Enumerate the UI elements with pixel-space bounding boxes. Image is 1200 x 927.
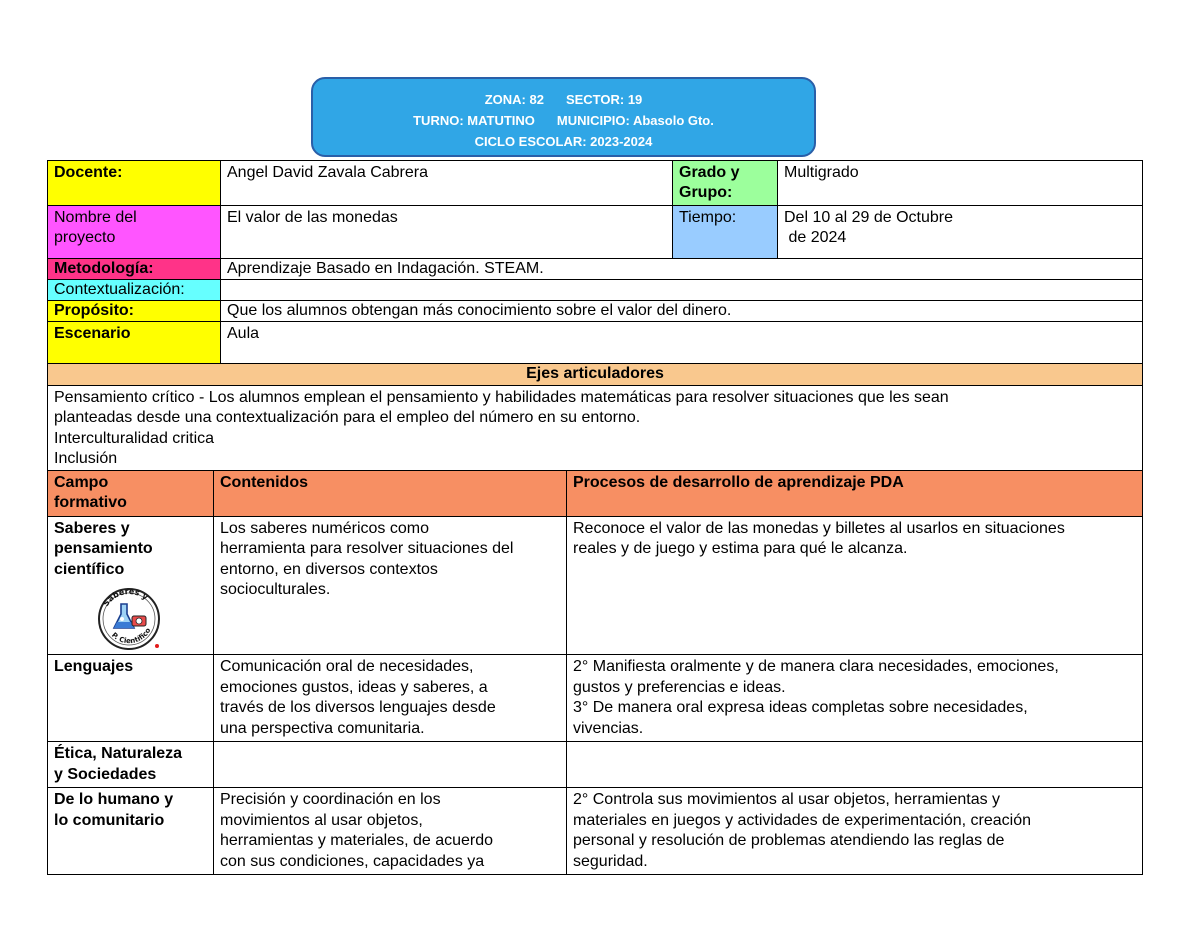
- pda-line: personal y resolución de problemas atendiendo las reglas de: [573, 832, 1005, 849]
- proposito-label: Propósito:: [48, 301, 221, 322]
- municipio-label: MUNICIPIO: Abasolo Gto.: [556, 113, 714, 128]
- campo-cell: [48, 655, 214, 742]
- curriculum-table: [47, 363, 1143, 875]
- pda-line: seguridad.: [573, 852, 648, 870]
- turno-label: TURNO: MATUTINO: [413, 113, 535, 128]
- table-row: [48, 742, 1143, 788]
- sector-label: SECTOR: 19: [565, 92, 643, 107]
- contenido-line: Precisión y coordinación en los: [220, 791, 441, 808]
- project-info-table: [47, 160, 1143, 364]
- contenido-line: movimientos al usar objetos,: [220, 811, 423, 829]
- contenido-cell: [214, 742, 567, 788]
- pda-line: vivencias.: [573, 719, 644, 737]
- pda-line: gustos y preferencias e ideas.: [573, 678, 786, 696]
- contenido-line: herramienta para resolver situaciones del: [220, 540, 514, 557]
- contenido-cell: [214, 788, 567, 875]
- pda-line: materiales en juegos y actividades de experimentación, creación: [573, 811, 1032, 829]
- pda-header: Procesos de desarrollo de aprendizaje PDA: [567, 470, 1143, 516]
- tiempo-value: [778, 206, 1143, 259]
- contenidos-header: Contenidos: [214, 470, 567, 516]
- ejes-content: [48, 385, 1143, 470]
- logo-bottom-text: P. Científico: [110, 626, 153, 646]
- info-row-proyecto: [48, 206, 1143, 259]
- campo-cell: [48, 788, 214, 875]
- contenido-line: Comunicación oral de necesidades,: [220, 658, 474, 675]
- contenido-line: emociones gustos, ideas y saberes, a: [220, 678, 488, 696]
- escenario-label: Escenario: [48, 322, 221, 364]
- pda-line: 2° Controla sus movimientos al usar objetos, herramientas y: [573, 791, 1001, 808]
- proposito-value: Que los alumnos obtengan más conocimiento sobre el valor del dinero.: [221, 301, 1143, 322]
- proyecto-label-line: Nombre del: [54, 209, 137, 226]
- pda-cell: [567, 516, 1143, 655]
- info-row-metodologia: [48, 259, 1143, 280]
- pda-cell: [567, 788, 1143, 875]
- contenido-cell: [214, 516, 567, 655]
- info-row-contextualizacion: [48, 280, 1143, 301]
- campo-cell: [48, 516, 214, 655]
- docente-label: Docente:: [48, 161, 221, 206]
- ejes-line: Pensamiento crítico - Los alumnos emplean el pensamiento y habilidades matemáticas para resolver situaciones que les sean: [54, 388, 949, 406]
- contenido-line: con sus condiciones, capacidades ya: [220, 852, 485, 870]
- proyecto-label: [48, 206, 221, 259]
- campo-line: pensamiento: [54, 540, 153, 557]
- campo-line: Ética, Naturaleza: [54, 745, 183, 762]
- tiempo-label: Tiempo:: [673, 206, 778, 259]
- campo-line: lo comunitario: [54, 811, 165, 829]
- grado-label-line: Grado y: [679, 164, 740, 181]
- campo-header-line: Campo: [54, 473, 109, 491]
- metodologia-label: Metodología:: [48, 259, 221, 280]
- ejes-line: planteadas desde una contextualización para el empleo del número en su entorno.: [54, 409, 641, 426]
- ejes-line: Interculturalidad critica: [54, 429, 215, 447]
- pda-cell: [567, 655, 1143, 742]
- zona-label: ZONA: 82: [484, 92, 544, 107]
- contenido-line: herramientas y materiales, de acuerdo: [220, 832, 494, 849]
- table-row: [48, 516, 1143, 655]
- campo-line: De lo humano y: [54, 791, 174, 808]
- pda-line: Reconoce el valor de las monedas y billetes al usarlos en situaciones: [573, 519, 1065, 537]
- campo-header: [48, 470, 214, 516]
- contenido-line: socioculturales.: [220, 581, 331, 598]
- campo-line: científico: [54, 560, 125, 578]
- tiempo-value-line: Del 10 al 29 de Octubre: [784, 209, 953, 226]
- campo-line: Saberes y: [54, 519, 130, 537]
- grado-label: [673, 161, 778, 206]
- pda-line: 3° De manera oral expresa ideas completas sobre necesidades,: [573, 699, 1028, 716]
- contenido-line: Los saberes numéricos como: [220, 519, 429, 537]
- contextualizacion-label: Contextualización:: [48, 280, 221, 301]
- saberes-logo-icon: [94, 586, 164, 652]
- info-row-escenario: [48, 322, 1143, 364]
- pda-line: reales y de juego y estima para qué le alcanza.: [573, 540, 908, 557]
- curriculum-header-row: [48, 470, 1143, 516]
- tiempo-value-line: de 2024: [784, 229, 847, 246]
- pda-line: 2° Manifiesta oralmente y de manera clara necesidades, emociones,: [573, 658, 1059, 675]
- table-row: [48, 655, 1143, 742]
- info-row-docente: [48, 161, 1143, 206]
- campo-line: y Sociedades: [54, 765, 157, 783]
- pda-cell: [567, 742, 1143, 788]
- campo-header-line: formativo: [54, 494, 127, 511]
- logo-top-text: Saberes y: [101, 586, 150, 609]
- metodologia-value: Aprendizaje Basado en Indagación. STEAM.: [221, 259, 1143, 280]
- proyecto-label-line: proyecto: [54, 229, 116, 246]
- docente-value: Angel David Zavala Cabrera: [221, 161, 673, 206]
- school-header-banner: [311, 77, 816, 157]
- contenido-cell: [214, 655, 567, 742]
- ejes-title-row: [48, 364, 1143, 386]
- table-row: [48, 788, 1143, 875]
- contenido-line: través de los diversos lenguajes desde: [220, 699, 496, 716]
- info-row-proposito: [48, 301, 1143, 322]
- ejes-title: Ejes articuladores: [48, 364, 1143, 386]
- contenido-line: entorno, en diversos contextos: [220, 560, 438, 578]
- contextualizacion-value: [221, 280, 1143, 301]
- proyecto-value: El valor de las monedas: [221, 206, 673, 259]
- grado-value: Multigrado: [778, 161, 1143, 206]
- grado-label-line: Grupo:: [679, 184, 733, 201]
- ejes-line: Inclusión: [54, 450, 118, 467]
- ejes-content-row: [48, 385, 1143, 470]
- ciclo-label: CICLO ESCOLAR: 2023-2024: [474, 134, 653, 149]
- contenido-line: una perspectiva comunitaria.: [220, 719, 425, 737]
- campo-line: Lenguajes: [54, 658, 134, 675]
- campo-cell: [48, 742, 214, 788]
- escenario-value: Aula: [221, 322, 1143, 364]
